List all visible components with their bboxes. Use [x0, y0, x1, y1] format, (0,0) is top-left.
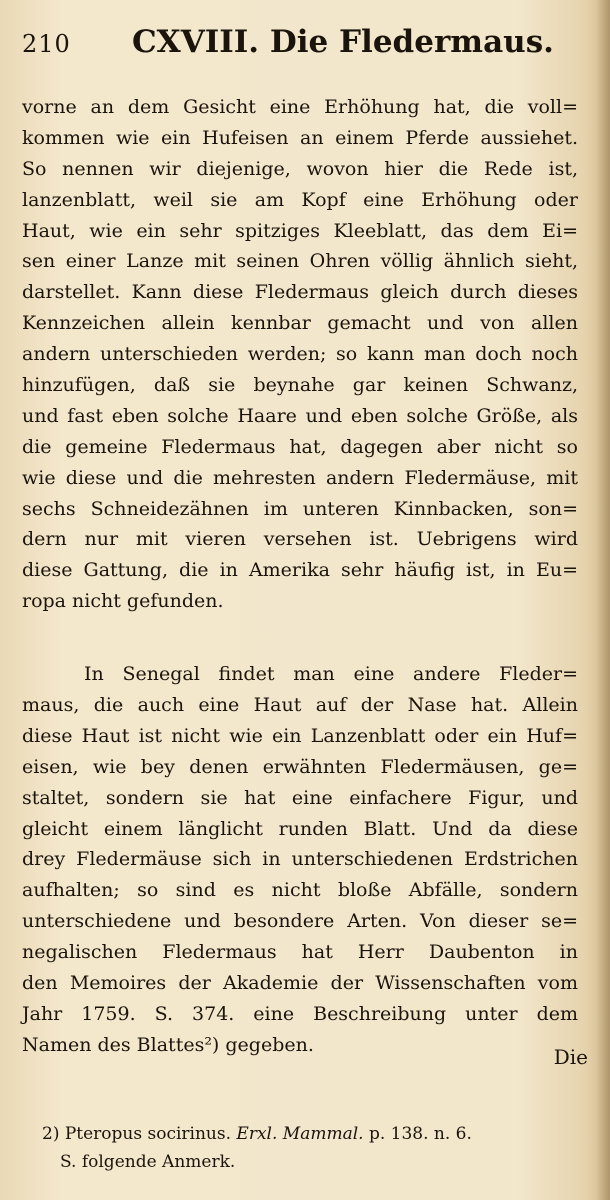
text-line: hinzufügen, daß sie beynahe gar keinen Schwanz, — [22, 374, 578, 397]
text-line: sechs Schneidezähnen im unteren Kinnbacken, son= — [22, 497, 578, 520]
text-line: Haut, wie ein sehr spitziges Kleeblatt, das dem Ei= — [22, 219, 578, 242]
footnote-line-1 — [42, 1120, 582, 1148]
page-gutter-shadow — [596, 0, 610, 1200]
page-number: 210 — [22, 30, 71, 58]
text-line: lanzenblatt, weil sie am Kopf eine Erhöhung oder — [22, 188, 578, 211]
text-line: vorne an dem Gesicht eine Erhöhung hat, die voll= — [22, 96, 578, 118]
body-text — [22, 92, 578, 1061]
text-line: negalischen Fledermaus hat Herr Daubenton in — [22, 941, 578, 964]
text-line: diese Gattung, die in Amerika sehr häufig ist, in Eu= — [22, 559, 578, 582]
running-title: CXVIII. Die Fledermaus. — [132, 24, 554, 60]
text-line: Jahr 1759. S. 374. eine Beschreibung unter dem — [22, 1002, 578, 1025]
text-line: den Memoires der Akademie der Wissenschaften vom — [22, 972, 578, 995]
text-line: Kennzeichen allein kennbar gemacht und von allen — [22, 312, 578, 335]
text-line: In Senegal findet man eine andere Fleder= — [84, 663, 578, 686]
text-line: wie diese und die mehresten andern Fledermäuse, mit — [22, 466, 578, 489]
text-line: dern nur mit vieren versehen ist. Uebrigens wird — [22, 528, 578, 551]
text-line: aufhalten; so sind es nicht bloße Abfälle, sondern — [22, 879, 578, 902]
text-line: die gemeine Fledermaus hat, dagegen aber nicht so — [22, 435, 578, 458]
footnote-reference: 2) Pteropus socirinus. — [42, 1124, 232, 1144]
catchword: Die — [553, 1045, 588, 1069]
footnote-citation-italic: Erxl. Mammal. — [236, 1124, 364, 1144]
text-line: maus, die auch eine Haut auf der Nase hat. Allein — [22, 694, 578, 717]
text-line: ropa nicht gefunden. — [22, 590, 224, 613]
text-line: Namen des Blattes²) gegeben. — [22, 1033, 314, 1056]
text-line: kommen wie ein Hufeisen an einem Pferde aussiehet. — [22, 126, 578, 149]
text-line: gleicht einem länglicht runden Blatt. Und da diese — [22, 817, 578, 840]
text-line: eisen, wie bey denen erwähnten Fledermäusen, ge= — [22, 755, 578, 778]
text-line: andern unterschieden werden; so kann man doch noch — [22, 343, 578, 366]
footnote-page-ref: p. 138. n. 6. — [368, 1124, 472, 1144]
text-line: unterschiedene und besondere Arten. Von dieser se= — [22, 910, 578, 933]
text-line: darstellet. Kann diese Fledermaus gleich durch dieses — [22, 281, 578, 304]
text-line: sen einer Lanze mit seinen Ohren völlig ähnlich sieht, — [22, 250, 578, 273]
text-line: diese Haut ist nicht wie ein Lanzenblatt oder ein Huf= — [22, 724, 578, 747]
text-line: und fast eben solche Haare und eben solche Größe, als — [22, 404, 578, 427]
footnote-line-2: S. folgende Anmerk. — [60, 1152, 236, 1172]
paragraph-gap — [22, 617, 578, 659]
text-line: drey Fledermäuse sich in unterschiedenen Erdstrichen — [22, 848, 578, 871]
page-header — [22, 22, 582, 72]
footnote — [42, 1120, 582, 1176]
text-line: So nennen wir diejenige, wovon hier die Rede ist, — [22, 157, 578, 180]
text-line: staltet, sondern sie hat eine einfachere Figur, und — [22, 786, 578, 809]
paragraph-2 — [22, 659, 578, 1061]
paragraph-1 — [22, 92, 578, 617]
